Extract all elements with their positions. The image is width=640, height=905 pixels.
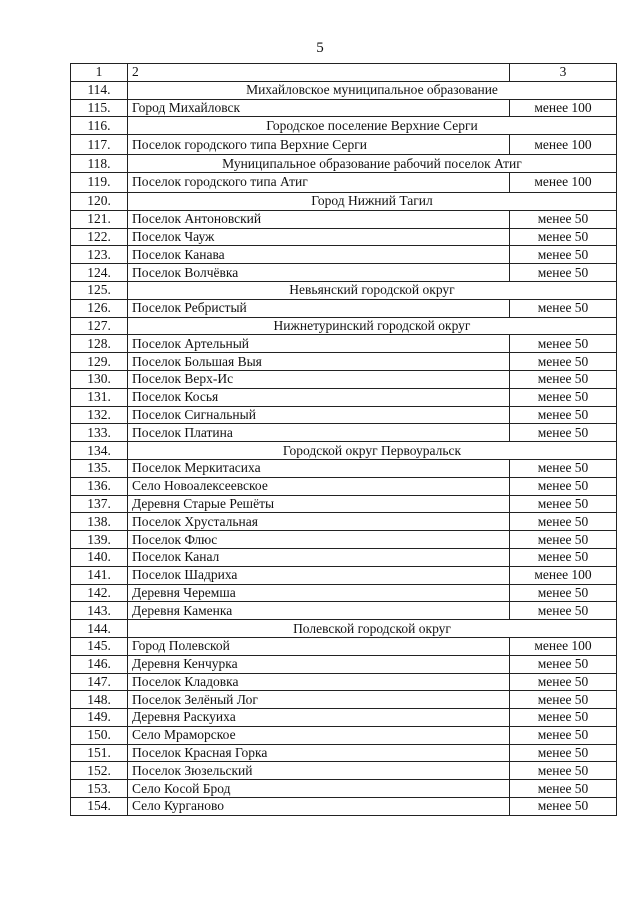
population-value: менее 50 — [510, 584, 617, 602]
row-number: 121. — [71, 210, 128, 228]
settlement-name: Поселок Сигнальный — [128, 406, 510, 424]
population-value: менее 50 — [510, 388, 617, 406]
table-row — [71, 424, 617, 442]
table-row — [71, 335, 617, 353]
settlement-name: Деревня Раскуиха — [128, 709, 510, 727]
row-number: 151. — [71, 744, 128, 762]
row-number: 152. — [71, 762, 128, 780]
row-number: 145. — [71, 637, 128, 655]
population-value: менее 50 — [510, 406, 617, 424]
table-row — [71, 264, 617, 282]
settlement-name: Поселок Красная Горка — [128, 744, 510, 762]
page-number: 5 — [316, 40, 324, 56]
table-row — [71, 388, 617, 406]
settlement-name: Поселок Антоновский — [128, 210, 510, 228]
settlement-name: Село Курганово — [128, 798, 510, 816]
settlement-name: Деревня Кенчурка — [128, 655, 510, 673]
population-value: менее 50 — [510, 228, 617, 246]
settlement-name: Поселок Чауж — [128, 228, 510, 246]
row-number: 128. — [71, 335, 128, 353]
table-row — [71, 531, 617, 549]
table-row — [71, 566, 617, 584]
table-row — [71, 495, 617, 513]
row-number: 136. — [71, 477, 128, 495]
row-number: 142. — [71, 584, 128, 602]
row-number: 118. — [71, 155, 128, 173]
population-value: менее 100 — [510, 637, 617, 655]
table-row — [71, 246, 617, 264]
settlement-name: Поселок Косья — [128, 388, 510, 406]
settlement-name: Поселок Артельный — [128, 335, 510, 353]
row-number: 123. — [71, 246, 128, 264]
population-value: менее 50 — [510, 602, 617, 620]
population-value: менее 50 — [510, 798, 617, 816]
table-row — [71, 726, 617, 744]
table-row — [71, 228, 617, 246]
settlements-table — [70, 63, 617, 816]
population-value: менее 50 — [510, 459, 617, 477]
row-number: 137. — [71, 495, 128, 513]
settlement-name: Деревня Старые Решёты — [128, 495, 510, 513]
row-number: 124. — [71, 264, 128, 282]
settlement-name: Поселок Зюзельский — [128, 762, 510, 780]
municipality-name: Нижнетуринский городской округ — [128, 317, 617, 335]
row-number: 132. — [71, 406, 128, 424]
population-value: менее 50 — [510, 655, 617, 673]
population-value: менее 50 — [510, 370, 617, 388]
settlement-name: Село Мраморское — [128, 726, 510, 744]
settlement-name: Поселок Верх-Ис — [128, 370, 510, 388]
population-value: менее 50 — [510, 299, 617, 317]
header-col-1: 1 — [71, 64, 128, 82]
settlement-name: Поселок Ребристый — [128, 299, 510, 317]
row-number: 147. — [71, 673, 128, 691]
table-row — [71, 459, 617, 477]
settlement-name: Поселок Меркитасиха — [128, 459, 510, 477]
header-col-3: 3 — [510, 64, 617, 82]
settlement-name: Поселок городского типа Атиг — [128, 172, 510, 192]
row-number: 129. — [71, 353, 128, 371]
group-header-row — [71, 81, 617, 99]
row-number: 122. — [71, 228, 128, 246]
population-value: менее 50 — [510, 477, 617, 495]
row-number: 134. — [71, 442, 128, 460]
settlement-name: Поселок Канава — [128, 246, 510, 264]
group-header-row — [71, 317, 617, 335]
row-number: 114. — [71, 81, 128, 99]
table-header-row — [71, 64, 617, 82]
row-number: 119. — [71, 172, 128, 192]
settlement-name: Поселок городского типа Верхние Серги — [128, 135, 510, 155]
table-row — [71, 709, 617, 727]
row-number: 125. — [71, 281, 128, 299]
group-header-row — [71, 281, 617, 299]
table-row — [71, 780, 617, 798]
population-value: менее 50 — [510, 548, 617, 566]
group-header-row — [71, 117, 617, 135]
row-number: 133. — [71, 424, 128, 442]
settlement-name: Поселок Хрустальная — [128, 513, 510, 531]
table-row — [71, 744, 617, 762]
settlement-name: Село Косой Брод — [128, 780, 510, 798]
municipality-name: Невьянский городской округ — [128, 281, 617, 299]
row-number: 148. — [71, 691, 128, 709]
row-number: 154. — [71, 798, 128, 816]
settlement-name: Поселок Большая Выя — [128, 353, 510, 371]
row-number: 130. — [71, 370, 128, 388]
row-number: 144. — [71, 620, 128, 638]
group-header-row — [71, 442, 617, 460]
settlement-name: Село Новоалексеевское — [128, 477, 510, 495]
row-number: 117. — [71, 135, 128, 155]
population-value: менее 50 — [510, 531, 617, 549]
population-value: менее 50 — [510, 353, 617, 371]
row-number: 127. — [71, 317, 128, 335]
table-row — [71, 584, 617, 602]
group-header-row — [71, 155, 617, 173]
population-value: менее 50 — [510, 709, 617, 727]
municipality-name: Михайловское муниципальное образование — [128, 81, 617, 99]
table-row — [71, 99, 617, 117]
row-number: 138. — [71, 513, 128, 531]
row-number: 116. — [71, 117, 128, 135]
row-number: 115. — [71, 99, 128, 117]
table-row — [71, 655, 617, 673]
settlement-name: Поселок Зелёный Лог — [128, 691, 510, 709]
population-value: менее 100 — [510, 135, 617, 155]
row-number: 146. — [71, 655, 128, 673]
row-number: 135. — [71, 459, 128, 477]
table-row — [71, 477, 617, 495]
population-value: менее 100 — [510, 172, 617, 192]
population-value: менее 50 — [510, 335, 617, 353]
settlement-name: Поселок Канал — [128, 548, 510, 566]
population-value: менее 50 — [510, 495, 617, 513]
row-number: 140. — [71, 548, 128, 566]
population-value: менее 50 — [510, 513, 617, 531]
population-value: менее 50 — [510, 691, 617, 709]
settlement-name: Поселок Флюс — [128, 531, 510, 549]
group-header-row — [71, 192, 617, 210]
row-number: 126. — [71, 299, 128, 317]
row-number: 141. — [71, 566, 128, 584]
table-row — [71, 673, 617, 691]
population-value: менее 100 — [510, 566, 617, 584]
table-row — [71, 548, 617, 566]
settlement-name: Поселок Волчёвка — [128, 264, 510, 282]
row-number: 153. — [71, 780, 128, 798]
table-row — [71, 798, 617, 816]
table-row — [71, 135, 617, 155]
table-row — [71, 637, 617, 655]
municipality-name: Городское поселение Верхние Серги — [128, 117, 617, 135]
settlement-name: Поселок Кладовка — [128, 673, 510, 691]
settlement-name: Город Михайловск — [128, 99, 510, 117]
municipality-name: Полевской городской округ — [128, 620, 617, 638]
settlement-name: Поселок Шадриха — [128, 566, 510, 584]
settlement-name: Поселок Платина — [128, 424, 510, 442]
row-number: 131. — [71, 388, 128, 406]
population-value: менее 50 — [510, 424, 617, 442]
table-row — [71, 691, 617, 709]
population-value: менее 50 — [510, 210, 617, 228]
population-value: менее 50 — [510, 762, 617, 780]
row-number: 139. — [71, 531, 128, 549]
table-row — [71, 299, 617, 317]
row-number: 120. — [71, 192, 128, 210]
table-row — [71, 406, 617, 424]
population-value: менее 50 — [510, 246, 617, 264]
table-row — [71, 513, 617, 531]
settlement-name: Деревня Каменка — [128, 602, 510, 620]
municipality-name: Город Нижний Тагил — [128, 192, 617, 210]
population-value: менее 50 — [510, 264, 617, 282]
row-number: 143. — [71, 602, 128, 620]
population-value: менее 100 — [510, 99, 617, 117]
table-body — [71, 81, 617, 815]
row-number: 149. — [71, 709, 128, 727]
settlement-name: Деревня Черемша — [128, 584, 510, 602]
municipality-name: Городской округ Первоуральск — [128, 442, 617, 460]
group-header-row — [71, 620, 617, 638]
population-value: менее 50 — [510, 744, 617, 762]
header-col-2: 2 — [128, 64, 510, 82]
population-value: менее 50 — [510, 673, 617, 691]
table-row — [71, 762, 617, 780]
row-number: 150. — [71, 726, 128, 744]
settlement-name: Город Полевской — [128, 637, 510, 655]
population-value: менее 50 — [510, 780, 617, 798]
table-row — [71, 210, 617, 228]
municipality-name: Муниципальное образование рабочий поселок Атиг — [128, 155, 617, 173]
table-row — [71, 370, 617, 388]
table-row — [71, 602, 617, 620]
population-value: менее 50 — [510, 726, 617, 744]
table-row — [71, 172, 617, 192]
table-row — [71, 353, 617, 371]
